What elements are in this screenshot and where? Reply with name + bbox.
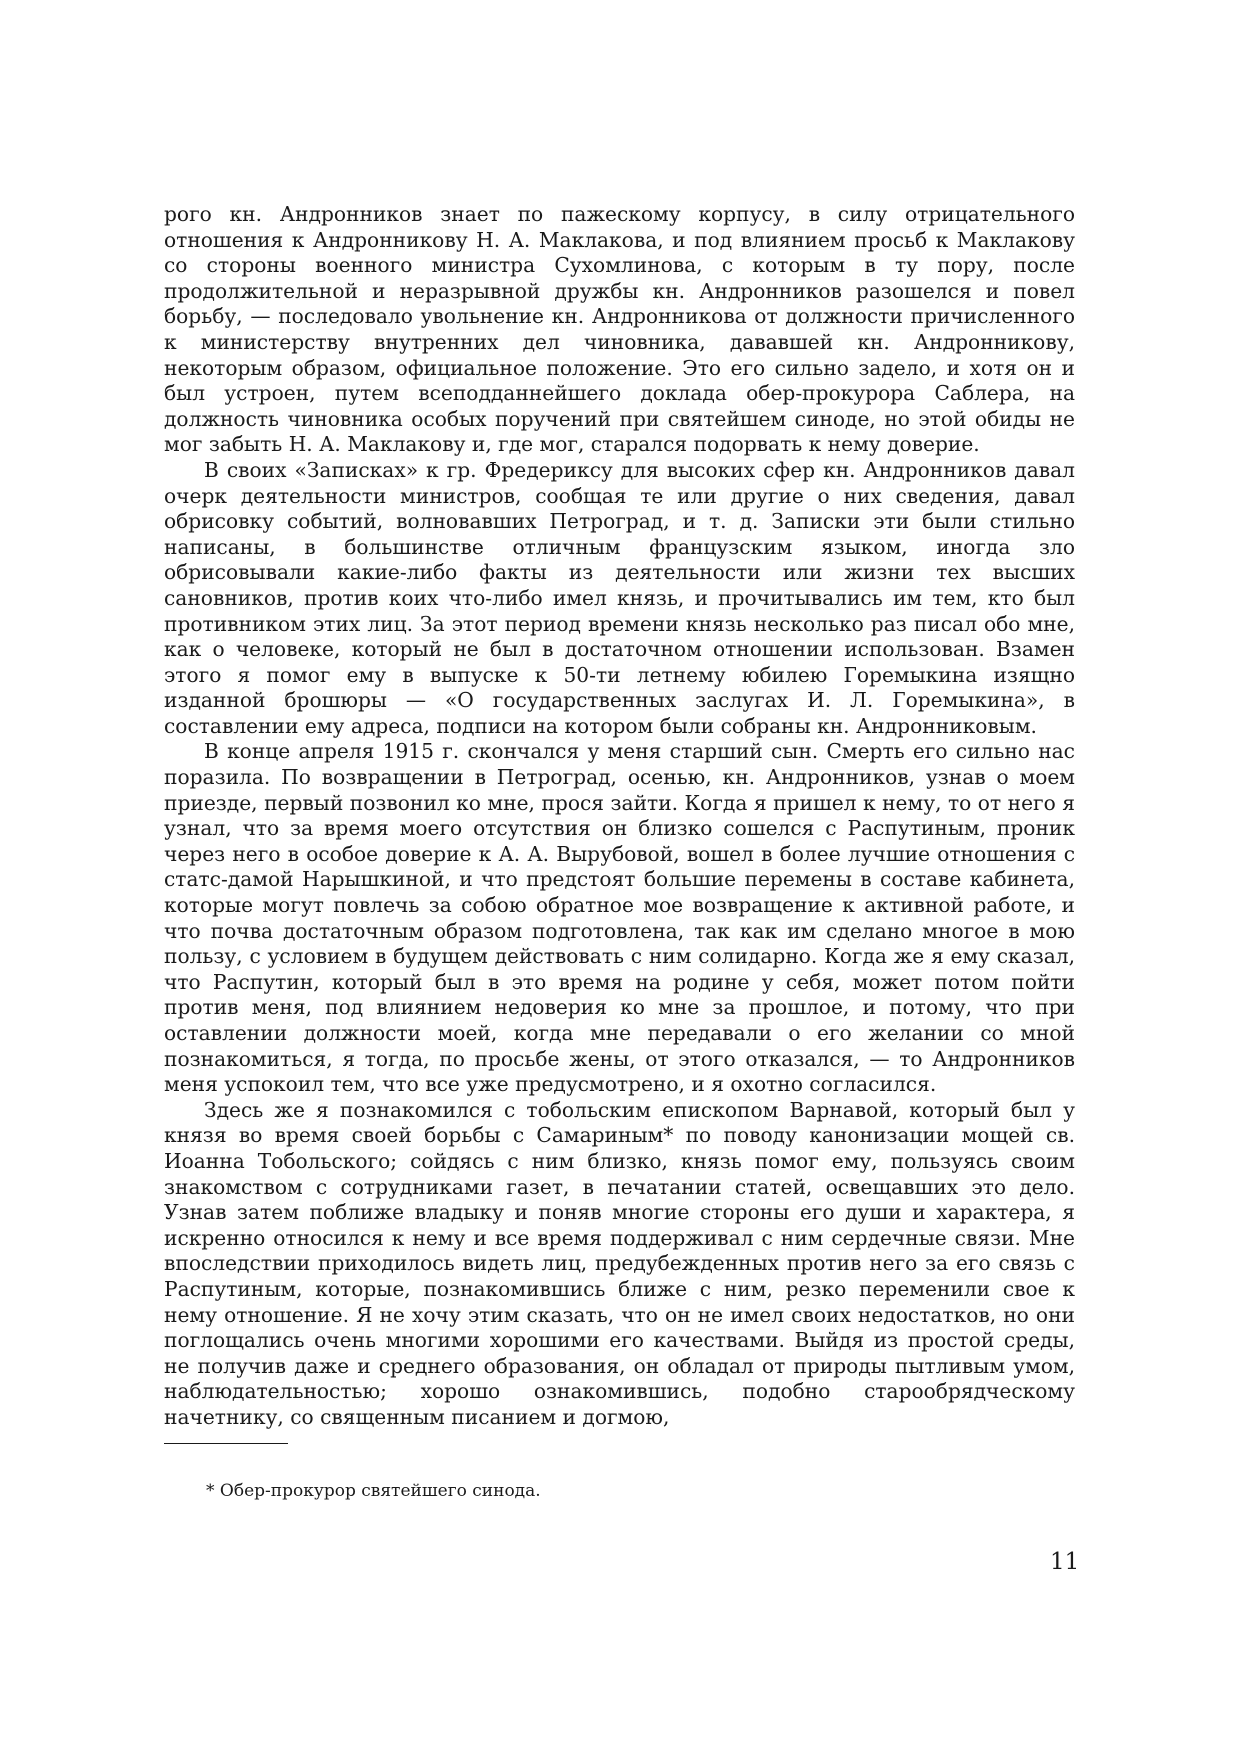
paragraph-2: В своих «Записках» к гр. Фредериксу для высоких сфер кн. Андронников давал очерк деятельности министров, сообщая те или другие о них сведения, давал обрисовку событий, волновавших Петроград, и т. д. Записки эти были стильно написаны, в большинстве отличным французским языком, иногда зло обрисовывали какие-либо факты из деятельности или жизни тех высших сановников, против коих что-либо имел князь, и прочитывались им тем, кто был противником этих лиц. За этот период времени князь несколько раз писал обо мне, как о человеке, который не был в достаточном отношении использован. Взамен этого я помог ему в выпуске к 50-ти летнему юбилею Горемыкина изящно изданной брошюры — «О государственных заслугах И. Л. Горемыкина», в составлении ему адреса, подписи на котором были собраны кн. Андронниковым. [164,457,1075,738]
page-number: 11 [1050,1549,1080,1575]
footnote-divider [164,1443,288,1444]
body-text [164,202,1075,1431]
paragraph-4: Здесь же я познакомился с тобольским епископом Варнавой, который был у князя во время своей борьбы с Самариным* по поводу канонизации мощей св. Иоанна Тобольского; сойдясь с ним близко, князь помог ему, пользуясь своим знакомством с сотрудниками газет, в печатании статей, освещавших это дело. Узнав затем поближе владыку и поняв многие стороны его души и характера, я искренно относился к нему и все время поддерживал с ним сердечные связи. Мне впоследствии приходилось видеть лиц, предубежденных против него за его связь с Распутиным, которые, познакомившись ближе с ним, резко переменили свое к нему отношение. Я не хочу этим сказать, что он не имел своих недостатков, но они поглощались очень многими хорошими его качествами. Выйдя из простой среды, не получив даже и среднего образования, он обладал от природы пытливым умом, наблюдательностью; хорошо ознакомившись, подобно старообрядческому начетнику, со священным писанием и догмою, [164,1097,1075,1429]
paragraph-1: рого кн. Андронников знает по пажескому корпусу, в силу отрицательного отношения к Андронникову Н. А. Маклакова, и под влиянием просьб к Маклакову со стороны военного министра Сухомлинова, с которым в ту пору, после продолжительной и неразрывной дружбы кн. Андронников разошелся и повел борьбу, — последовало увольнение кн. Андронникова от должности причисленного к министерству внутренних дел чиновника, дававшей кн. Андронникову, некоторым образом, официальное положение. Это его сильно задело, и хотя он и был устроен, путем всеподданнейшего доклада обер-прокурора Саблера, на должность чиновника особых поручений при святейшем синоде, но этой обиды не мог забыть Н. А. Маклакову и, где мог, старался подорвать к нему доверие. [164,202,1075,457]
footnote: * Обер-прокурор святейшего синода. [206,1481,541,1501]
paragraph-3: В конце апреля 1915 г. скончался у меня старший сын. Смерть его сильно нас поразила. По возвращении в Петроград, осенью, кн. Андронников, узнав о моем приезде, первый позвонил ко мне, прося зайти. Когда я пришел к нему, то от него я узнал, что за время моего отсутствия он близко сошелся с Распутиным, проник через него в особое доверие к А. А. Вырубовой, вошел в более лучшие отношения с статс-дамой Нарышкиной, и что предстоят большие перемены в составе кабинета, которые могут повлечь за собою обратное мое возвращение к активной работе, и что почва достаточным образом подготовлена, так как им сделано многое в мою пользу, с условием в будущем действовать с ним солидарно. Когда же я ему сказал, что Распутин, который был в это время на родине у себя, может потом пойти против меня, под влиянием недоверия ко мне за прошлое, и потому, что при оставлении должности моей, когда мне передавали о его желании со мной познакомиться, я тогда, по просьбе жены, от этого отказался, — то Андронников меня успокоил тем, что все уже предусмотрено, и я охотно согласился. [164,739,1075,1097]
